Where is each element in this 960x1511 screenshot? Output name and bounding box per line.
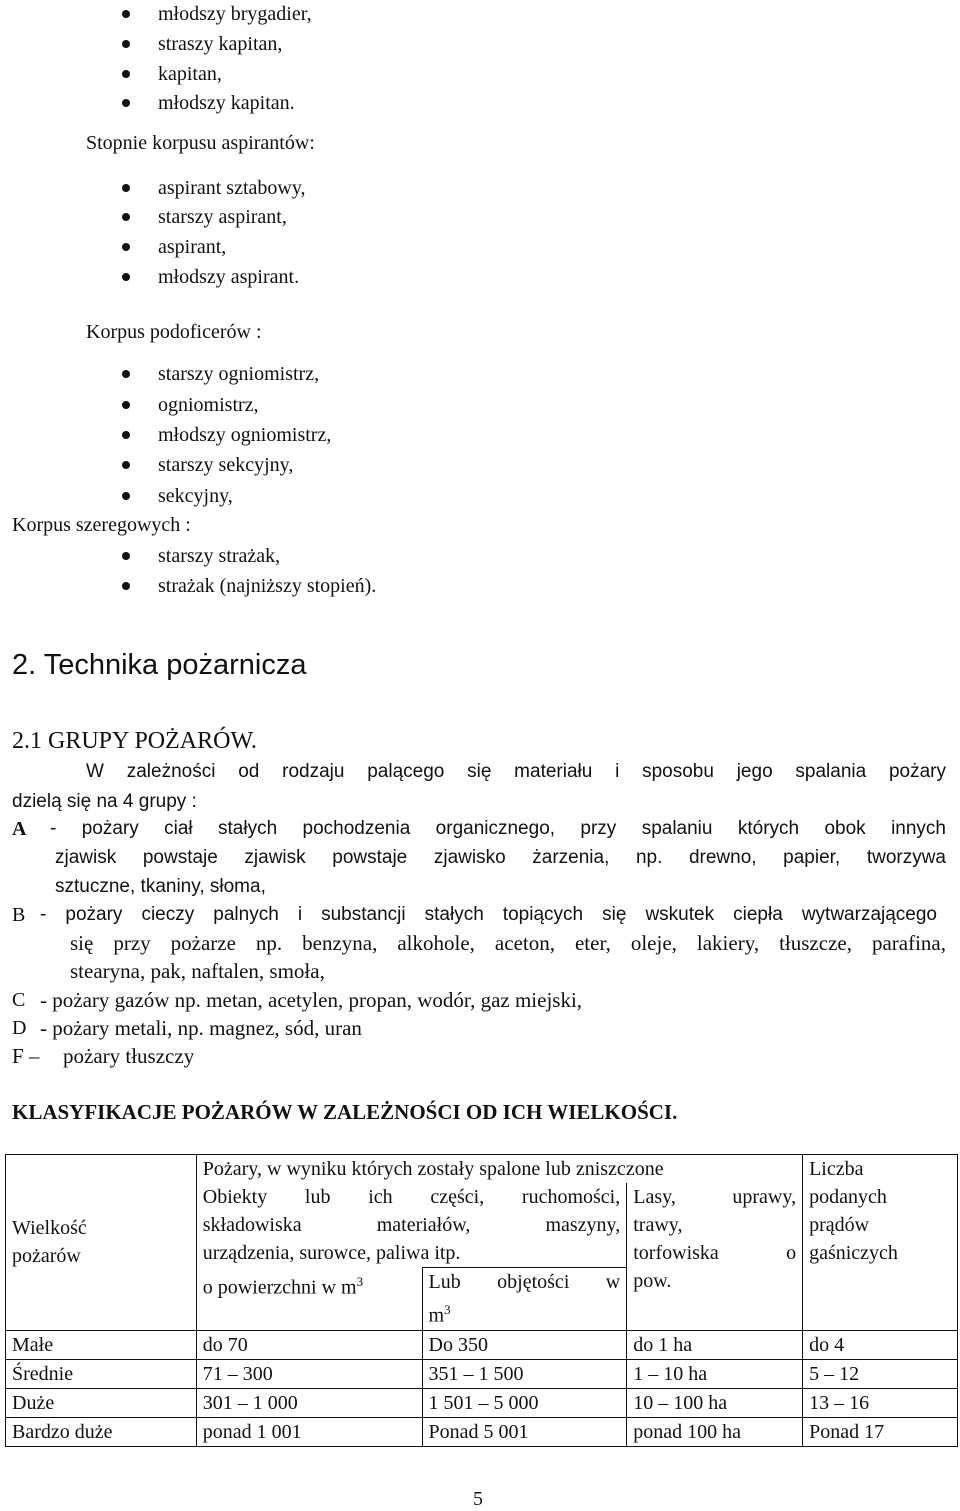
streams-header-cell: Liczba podanych prądów gaśniczych xyxy=(803,1155,958,1331)
group-d-line-1: - pożary metali, np. magnez, sód, uran xyxy=(40,1016,362,1040)
forest-header-cell: Lasy, uprawy, trawy, torfowiska o pow. xyxy=(627,1183,803,1330)
group-a-letter: A xyxy=(12,818,27,840)
size-header-cell: Wielkość pożarów xyxy=(6,1155,197,1331)
group-a-line-1: - pożary ciał stałych pochodzenia organicznego, przy spalaniu których obok innych xyxy=(50,818,946,839)
table-row: Średnie 71 – 300 351 – 1 500 1 – 10 ha 5 – 12 xyxy=(6,1359,958,1388)
bullet-icon xyxy=(122,70,130,78)
bullet-icon xyxy=(122,40,130,48)
nco-heading: Korpus podoficerów : xyxy=(86,321,262,343)
subsection-title: 2.1 GRUPY POŻARÓW. xyxy=(12,728,257,754)
volume-header-cell: Lub objętości w $m^3$ xyxy=(422,1268,627,1331)
group-b-letter: B xyxy=(12,904,26,926)
objects-header-cell: Obiekty lub ich części, ruchomości, składowiska materiałów, maszyny, urządzenia, surowce, paliwa itp. xyxy=(196,1183,626,1268)
bullet-icon xyxy=(122,492,130,500)
area-header-cell: o powierzchni w $m^3$ xyxy=(196,1268,422,1331)
privates-heading: Korpus szeregowych : xyxy=(12,514,191,536)
bullet-icon xyxy=(122,401,130,409)
group-a-line-3: sztuczne, tkaniny, słoma, xyxy=(55,876,266,897)
bullet-icon xyxy=(122,552,130,560)
fire-size-table xyxy=(5,1154,958,1447)
table-header-row xyxy=(6,1155,958,1184)
table-row: Bardzo duże ponad 1 001 Ponad 5 001 ponad 100 ha Ponad 17 xyxy=(6,1417,958,1446)
bullet-icon xyxy=(122,273,130,281)
bullet-icon xyxy=(122,99,130,107)
group-d-letter: D xyxy=(12,1017,27,1039)
group-b-line-1: - pożary cieczy palnych i substancji stałych topiących się wskutek ciepła wytwarzającego xyxy=(40,904,937,925)
group-f-letter: F – xyxy=(12,1044,40,1068)
intro-line-2: dzielą się na 4 grupy : xyxy=(12,791,197,812)
group-b-line-2: się przy pożarze np. benzyna, alkohole, aceton, eter, oleje, lakiery, tłuszcze, parafina, xyxy=(70,931,946,955)
bullet-icon xyxy=(122,10,130,18)
bullet-icon xyxy=(122,184,130,192)
page-number: 5 xyxy=(473,1488,483,1510)
bullet-icon xyxy=(122,213,130,221)
group-f-line-1: pożary tłuszczy xyxy=(63,1044,195,1068)
bullet-icon xyxy=(122,243,130,251)
bullet-icon xyxy=(122,461,130,469)
bullet-icon xyxy=(122,582,130,590)
group-c-line-1: - pożary gazów np. metan, acetylen, propan, wodór, gaz miejski, xyxy=(40,988,583,1012)
table-row: Małe do 70 Do 350 do 1 ha do 4 xyxy=(6,1330,958,1359)
section-title: 2. Technika pożarnicza xyxy=(12,649,307,681)
table-row: Duże 301 – 1 000 1 501 – 5 000 10 – 100 ha 13 – 16 xyxy=(6,1388,958,1417)
group-b-line-3: stearyna, pak, naftalen, smoła, xyxy=(70,959,325,983)
bullet-icon xyxy=(122,370,130,378)
aspirants-heading: Stopnie korpusu aspirantów: xyxy=(86,132,315,154)
group-c-letter: C xyxy=(12,989,26,1011)
intro-line-1: W zależności od rodzaju palącego się materiału i sposobu jego spalania pożary xyxy=(86,761,946,782)
group-a-line-2: zjawisk powstaje zjawisk powstaje zjawisko żarzenia, np. drewno, papier, tworzywa xyxy=(55,847,946,868)
bullet-icon xyxy=(122,431,130,439)
burned-header-cell: Pożary, w wyniku których zostały spalone lub zniszczone xyxy=(196,1155,802,1184)
classification-title: KLASYFIKACJE POŻARÓW W ZALEŻNOŚCI OD ICH WIELKOŚCI. xyxy=(12,1100,678,1124)
